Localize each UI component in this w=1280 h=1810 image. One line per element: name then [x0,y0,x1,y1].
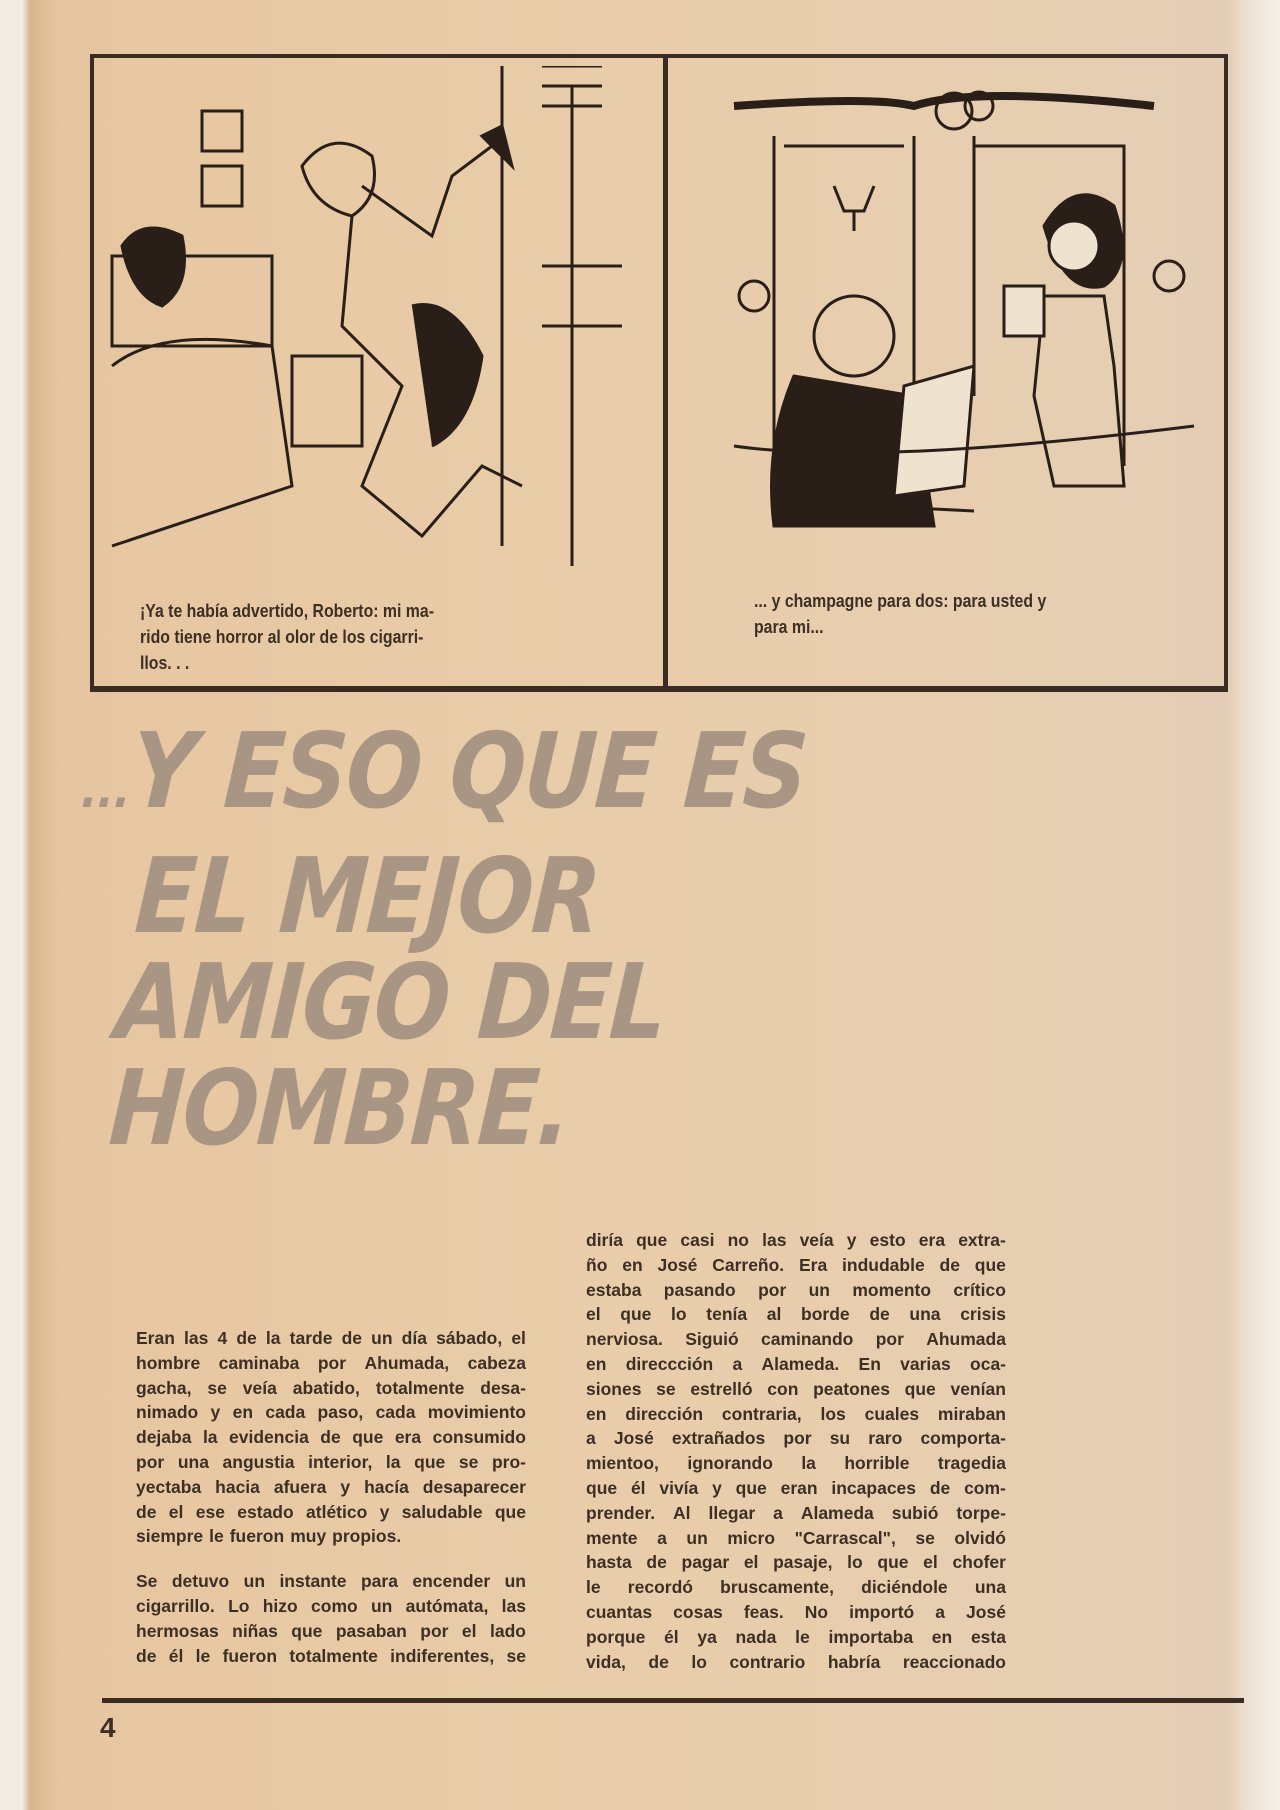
page-number: 4 [100,1712,116,1743]
article-line [586,1327,1006,1352]
word: tarde [289,1328,333,1348]
word: de [341,1328,362,1348]
word: ño [586,1254,608,1275]
word: el [586,1304,601,1325]
word: totalmente [289,1645,378,1666]
article-line [136,1376,526,1401]
word: se [506,1645,526,1666]
word: que [636,1230,668,1250]
word: saludable [401,1501,483,1522]
word: un [243,1571,266,1592]
word: importó [849,1601,915,1622]
word: micro [727,1527,776,1548]
article-line [586,1600,1006,1625]
word: por [420,1620,449,1641]
article-line [136,1569,526,1594]
word: estaba [586,1279,642,1300]
word: la [801,1453,816,1474]
word: caminaba [218,1352,300,1373]
word: Lo [228,1595,250,1616]
word: propios. [332,1526,402,1547]
word: esto [869,1230,906,1250]
word: un [686,1527,708,1548]
word: a [732,1353,743,1374]
word: que [735,1477,767,1498]
word: niñas [232,1620,278,1641]
word: de [648,1651,669,1672]
word: una [974,1577,1006,1598]
word: en [232,1402,254,1423]
word: lo [847,1552,863,1573]
word: su [829,1428,851,1449]
article-line [136,1450,526,1475]
article-line [136,1500,526,1525]
word: se [656,1378,676,1399]
word: José [613,1428,654,1449]
article-line [586,1352,1006,1377]
word: momento [852,1279,932,1300]
word: detuvo [171,1571,230,1592]
word: hacía [364,1476,409,1497]
word: com- [964,1477,1006,1498]
word: nerviosa. [586,1329,663,1350]
word: a [935,1601,946,1622]
word: que [974,1254,1006,1275]
word: y [846,1230,857,1250]
word: de [929,1477,951,1498]
word: ya [697,1626,717,1647]
word: indiferentes, [390,1645,495,1666]
cartoon-panel-bedroom [102,66,657,586]
word: él [168,1645,184,1666]
word: Al [673,1502,691,1523]
word: de [869,1304,890,1325]
word: crisis [960,1304,1006,1325]
word: llegar [708,1502,756,1523]
word: que [620,1304,652,1325]
word: Ahumada [926,1329,1006,1350]
word: chofer [952,1552,1006,1573]
word: cabeza [467,1352,526,1373]
word: caminando [760,1329,854,1350]
article-line [136,1400,526,1425]
word: que [352,1427,384,1448]
word: como [311,1595,358,1616]
word: En [858,1353,881,1374]
word: y [712,1477,722,1498]
word: bruscamente, [720,1577,834,1598]
article-line [586,1550,1006,1575]
word: el [511,1328,526,1348]
word: de [320,1427,341,1448]
word: Alameda. [761,1353,840,1374]
word: varias [900,1353,951,1374]
word: contrario [729,1651,806,1672]
word: por [758,1279,787,1300]
word: hizo [262,1595,298,1616]
word: veía [242,1377,277,1398]
word: pasaje, [773,1552,833,1573]
word: él [664,1626,679,1647]
article-line [586,1253,1006,1278]
word: recordó [627,1577,693,1598]
word: desa- [480,1377,526,1398]
word: 4 [217,1328,228,1348]
word: que [494,1501,526,1522]
word: mientoo, [586,1453,659,1474]
word: lado [489,1620,526,1641]
word: en [622,1254,643,1275]
word: José [657,1254,698,1275]
word: prender. [586,1502,656,1523]
restaurant-cartoon-illustration [674,66,1219,586]
word: y [379,1501,390,1522]
word: cuales [864,1403,920,1424]
footer-rule [102,1698,1244,1703]
word: por [317,1352,347,1373]
article-line [586,1402,1006,1427]
word: un [504,1571,526,1592]
word: afuera [273,1476,327,1497]
word: incapaces [831,1477,917,1498]
headline-line: AMIGO DEL [112,941,669,1063]
article-line [136,1524,526,1549]
word: venían [950,1378,1006,1399]
word: "Carrascal", [794,1527,896,1548]
word: por [136,1451,165,1472]
word: hasta [586,1552,632,1573]
word: de [136,1501,157,1522]
word: torpe- [956,1502,1006,1523]
word: esta [970,1626,1006,1647]
article-line [586,1278,1006,1303]
word: al [766,1304,782,1325]
word: casi [680,1230,715,1250]
word: contraria, [721,1403,802,1424]
word: la [202,1427,218,1448]
word: borde [801,1304,850,1325]
word: era [394,1427,422,1448]
word: para [360,1571,398,1592]
word: Siguió [685,1329,739,1350]
word: que [291,1620,323,1641]
word: miraban [937,1403,1006,1424]
word: que [586,1477,618,1498]
word: y [210,1402,221,1423]
word: en [586,1403,607,1424]
word: Alameda [800,1502,874,1523]
word: los [820,1403,846,1424]
word: una [177,1451,209,1472]
word: nada [735,1626,777,1647]
word: No [804,1601,829,1622]
headline-line: HOMBRE. [106,1047,574,1169]
word: la [385,1451,401,1472]
word: un [808,1279,830,1300]
word: direccción [625,1353,714,1374]
cartoon-strip [90,54,1228,692]
caption-line: ¡Ya te había advertido, Roberto: mi ma- [140,601,434,621]
word: cada [375,1402,416,1423]
article-line [586,1501,1006,1526]
word: indudable [842,1254,925,1275]
article-line [586,1228,1006,1253]
word: crítico [953,1279,1006,1300]
word: nimado [136,1402,199,1423]
word: raro [868,1428,903,1449]
word: una [909,1304,941,1325]
word: pro- [491,1451,526,1472]
word: Eran [136,1328,175,1348]
article-line [136,1351,526,1376]
word: extrañados [671,1428,766,1449]
word: lo [671,1304,687,1325]
word: subió [891,1502,939,1523]
word: un [370,1595,393,1616]
word: José [966,1601,1006,1622]
article-line [136,1594,526,1619]
word: la [265,1328,281,1348]
headline-line: Y ESO QUE ES [128,710,810,832]
word: cuantas [586,1601,653,1622]
word: le [795,1626,810,1647]
cartoon-panel-restaurant [674,66,1219,586]
word: con [767,1378,799,1399]
caption-line: para mi... [754,617,824,637]
word: a [586,1428,596,1449]
word: las [762,1230,787,1250]
word: que [904,1378,936,1399]
word: en [931,1626,953,1647]
word: atlético [306,1501,368,1522]
article-line [136,1619,526,1644]
word: importaba [828,1626,914,1647]
article-right-column [586,1228,1006,1674]
word: se [207,1377,227,1398]
word: por [783,1428,812,1449]
word: comporta- [920,1428,1006,1449]
word: mente [586,1527,638,1548]
word: cada [265,1402,306,1423]
word: de [939,1254,960,1275]
word: dirección [625,1403,704,1424]
word: cigarrillo. [136,1595,215,1616]
article-line [136,1644,526,1669]
word: Se [136,1571,158,1592]
word: sábado, [436,1328,503,1348]
word: el [743,1552,759,1573]
word: le [586,1577,601,1598]
word: diría [586,1230,623,1250]
word: fueron [222,1645,278,1666]
word: el [923,1552,938,1573]
word: se [915,1527,935,1548]
article-left-column [136,1326,526,1668]
word: hacia [215,1476,260,1497]
cartoon-caption-left [140,598,434,676]
word: eran [780,1477,818,1498]
bedroom-cartoon-illustration [102,66,657,586]
word: feas. [743,1601,784,1622]
word: hermosas [136,1620,219,1641]
article-line [586,1526,1006,1551]
word: siones [586,1378,642,1399]
word: se [458,1451,479,1472]
word: oca- [970,1353,1006,1374]
article-headline [59,710,810,1169]
word: interior, [308,1451,373,1472]
word: era [918,1230,946,1250]
word: le [195,1645,211,1666]
word: ese [195,1501,225,1522]
word: de [646,1552,667,1573]
word: le [209,1526,224,1547]
word: el [461,1620,477,1641]
word: veía [799,1230,834,1250]
word: paso, [317,1402,364,1423]
word: él [630,1477,646,1498]
word: en [586,1353,607,1374]
article-line [586,1426,1006,1451]
word: que [877,1552,909,1573]
word: yectaba [136,1476,202,1497]
word: diciéndole [861,1577,948,1598]
article-line [136,1475,526,1500]
word: a [657,1527,667,1548]
word: cosas [673,1601,723,1622]
word: y [340,1476,351,1497]
word: un [371,1328,393,1348]
headline-line: EL MEJOR [131,835,603,957]
word: las [184,1328,209,1348]
word: estado [237,1501,294,1522]
caption-line: rido tiene horror al olor de los cigarri- [140,627,424,647]
word: encender [412,1571,491,1592]
word: desaparecer [422,1476,526,1497]
word: gacha, [136,1377,192,1398]
word: instante [279,1571,347,1592]
word: Carreño. [712,1254,785,1275]
word: abatido, [292,1377,360,1398]
word: las [501,1595,526,1616]
word: ignorando [687,1453,773,1474]
caption-line: ... y champagne para dos: para usted y [754,591,1047,611]
article-line [586,1625,1006,1650]
word: tenía [706,1304,748,1325]
word: que [414,1451,446,1472]
article-line [586,1650,1006,1675]
word: no [727,1230,749,1250]
cartoon-caption-right [754,588,1046,640]
word: peatones [813,1378,890,1399]
word: pasando [663,1279,736,1300]
word: pasaban [335,1620,407,1641]
word: pagar [681,1552,730,1573]
word: totalmente [375,1377,465,1398]
word: hombre [136,1352,201,1373]
word: olvidó [954,1527,1006,1548]
word: reaccionado [902,1651,1006,1672]
word: movimiento [427,1402,526,1423]
article-line [586,1575,1006,1600]
word: lo [691,1651,707,1672]
word: de [236,1328,257,1348]
article-line [586,1476,1006,1501]
word: angustia [222,1451,295,1472]
word: día [401,1328,427,1348]
caption-line: llos. . . [140,653,190,673]
word: tragedia [937,1453,1006,1474]
word: Ahumada, [364,1352,450,1373]
word: por [875,1329,904,1350]
article-line [586,1377,1006,1402]
word: habría [827,1651,881,1672]
headline-ellipsis: ... [79,761,133,819]
article-line [136,1425,526,1450]
word: autómata, [405,1595,489,1616]
word: extra- [958,1230,1006,1250]
word: estrelló [690,1378,753,1399]
word: consumido [432,1427,526,1448]
word: de [136,1645,157,1666]
word: porque [586,1626,646,1647]
word: siempre [136,1526,204,1547]
word: muy [290,1526,327,1547]
word: Era [799,1254,828,1275]
word: horrible [844,1453,910,1474]
word: dejaba [136,1427,192,1448]
article-line [136,1326,526,1351]
word: vida, [586,1651,626,1672]
word: a [773,1502,783,1523]
panel-divider [663,58,668,686]
word: el [168,1501,184,1522]
word: fueron [229,1526,285,1547]
word: evidencia [229,1427,309,1448]
article-line [586,1302,1006,1327]
word: vivía [659,1477,699,1498]
article-line [586,1451,1006,1476]
